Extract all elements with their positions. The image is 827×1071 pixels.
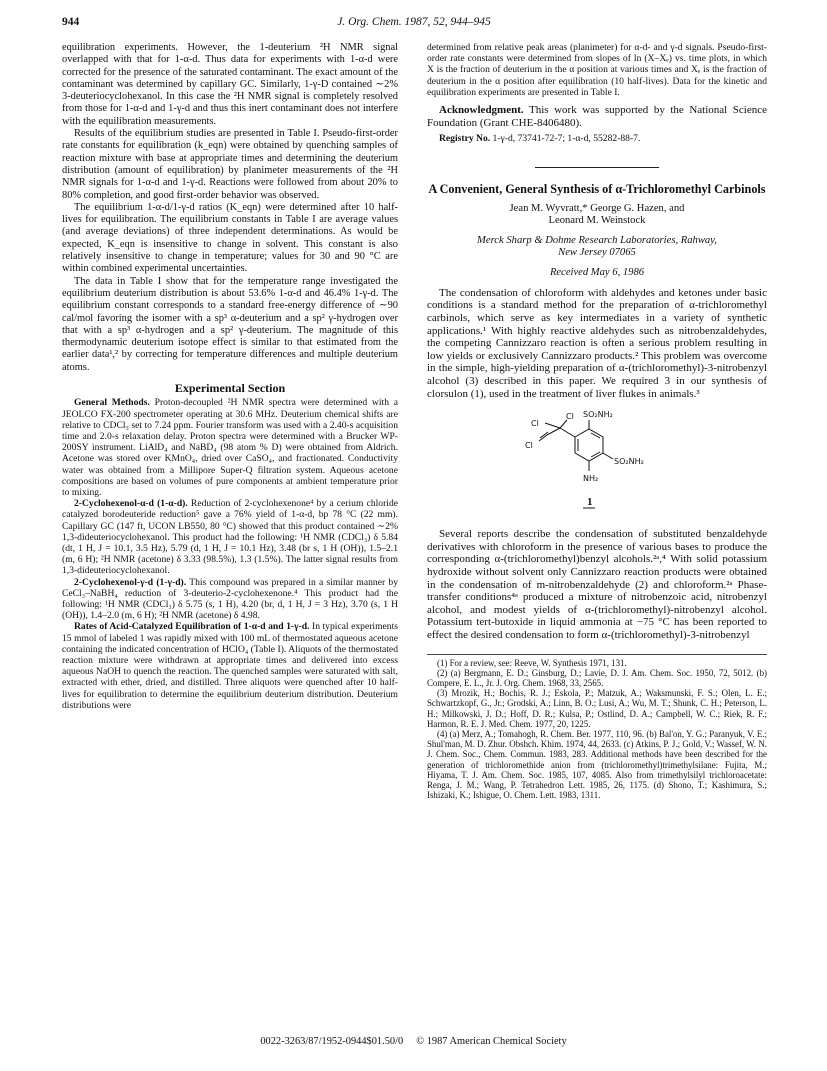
paragraph <box>62 397 398 498</box>
page-header <box>62 16 766 32</box>
paragraph <box>62 498 398 576</box>
paragraph-text: 1-γ-d, 73741-72-7; 1-α-d, 55282-88-7. <box>490 132 641 144</box>
affiliation-line: Merck Sharp & Dohme Research Laboratories, Rahway, <box>477 234 717 246</box>
run-in-heading: Acknowledgment. <box>439 104 524 117</box>
copyright: © 1987 American Chemical Society <box>416 1036 567 1047</box>
affiliation <box>427 235 767 260</box>
paragraph-text: Proton-decoupled ²H NMR spectra were determined with a JEOLCO FX-200 spectrometer operating at 30.6 MHz. Deuterium chemical shifts are relative to CDCl₃ set to 7.24 ppm. Fourier transform was used with a 2.40-s acquisition time and 2.0-s relaxation delay. Proton spectra were determined with a Brucker WP-200SY instrument. LiAlD₄ and NaBD₄ (98 atom % D) were obtained from Aldrich. Acetone was stored over KMnO₄, dried over CaSO₄, and fractionated. Conductivity water was obtained from a Millipore Super-Q filtration system. Aqueous acetone compositions are based on volumes of pure components at ambient temperature prior to mixing. <box>62 397 398 498</box>
paragraph: The data in Table I show that for the temperature range investigated the equilibrium deuterium distribution is about 53.6% 1-α-d and 46.4% 1-γ-d. The equilibrium constant corresponds to a standard free-energy difference of ∼90 cal/mol favoring the isomer with a sp³ α-deuterium and a sp² γ-hydrogen over that with a sp³ α-hydrogen and a sp² γ-deuterium. The magnitude of this thermodynamic deuterium isotope effect is similar to that estimated from the earlier data¹,² by correcting for temperature differences and multiple deuterium atoms. <box>62 275 398 373</box>
section-heading: Experimental Section <box>174 381 286 396</box>
publication-code: 0022-3263/87/1952-0944$01.50/0 <box>260 1036 404 1047</box>
authors-line: Leonard M. Weinstock <box>548 215 646 227</box>
acknowledgment <box>427 104 767 130</box>
sulfonamide-label: SO₂NH₂ <box>614 457 644 467</box>
registry-numbers <box>427 133 767 145</box>
paragraph-text: This compound was prepared in a similar manner by CeCl₃–NaBH₄ reduction of 3-deuterio-2-cyclohexenone.⁴ This product had the following: ¹H NMR (CDCl₃) δ 5.75 (s, 1 H), 4.20 (br, d, 1 H, J = 3 Hz), 3.70 (s, 1 H (OH)), 1.4–2.0 (m, 6 H); ²H NMR (acetone) δ 4.98. <box>62 576 399 622</box>
sulfonamide-label: SO₂NH₂ <box>583 410 613 420</box>
left-column <box>62 42 398 711</box>
paragraph-text: This work was supported by the National Science Foundation (Grant CHE-8406480). <box>427 104 767 129</box>
run-in-heading: General Methods. <box>74 397 150 409</box>
right-column <box>427 42 767 800</box>
chlorine-label: Cl <box>566 412 574 422</box>
benzene-ring <box>575 429 603 461</box>
amine-label: NH₂ <box>583 474 599 484</box>
paragraph <box>62 621 398 711</box>
reference-item: (3) Mrozik, H.; Bochis, R. J.; Eskola, P.; Matzuk, A.; Waksmunski, F. S.; Olen, L. E.; Schwartzkopf, G., Jr.; Grodski, A.; Linn, B. O.; Lusi, A.; Wu, M. T.; Shunk, C. H.; Peterson, L. H.; Milkowski, J. D.; Hoff, D. R.; Kulsa, P.; Ostlind, D. A.; Campbell, W. C.; Riek, R. F.; Harmon, R. E. J. Med. Chem. 1977, 20, 1225. <box>427 688 767 729</box>
paragraph: Results of the equilibrium studies are presented in Table I. Pseudo-first-order rate constants for equilibration (k_eqn) were obtained by quenching samples of reaction mixture with base at appropriate times and determining the deuterium distribution (amount of equilibration) by planimeter measurements of the ²H NMR signals for 1-α-d and 1-γ-d. Reactions were followed from about 20% to 80% completion, and good first-order behavior was observed. <box>62 128 398 201</box>
authors <box>427 203 767 228</box>
paragraph: equilibration experiments. However, the 1-deuterium ²H NMR signal overlapped with that for 1-α-d. Thus data for experiments with 1-α-d were corrected for the presence of the saturated contaminant. The exact amount of the contaminant was determined by capillary GC. Similarly, 1-γ-D contained ∼2% 3-deuteriocyclohexanol. In this case the ²H NMR signal is completely resolved from those for 1-α-d and 1-γ-d and thus this inert contaminant does not interfere with the equilibration measurements. <box>62 42 398 127</box>
page-number: 944 <box>62 16 80 28</box>
authors-line: Jean M. Wyvratt,* George G. Hazen, and <box>509 202 685 214</box>
received-date: Received May 6, 1986 <box>549 266 645 278</box>
chlorine-label: Cl <box>531 419 539 429</box>
run-in-heading: 2-Cyclohexenol-γ-d (1-γ-d). <box>74 576 187 588</box>
paragraph: determined from relative peak areas (planimeter) for α-d- and γ-d signals. Pseudo-first-order rate constants were determined from slopes of ln (X–Xₑ) vs. time plots, in which X is the fraction of deuterium in the α position at various times and Xₑ is the fraction of deuterium in the α position after equilibration (10 half-lives). Data for the kinetic and equilibration experiments are presented in Table I. <box>427 42 767 98</box>
paragraph: The equilibrium 1-α-d/1-γ-d ratios (K_eqn) were determined after 10 half-lives for equilibration. The equilibrium constants in Table I are average values (and average deviations) of three independent determinations. As would be expected, K_eqn is insensitive to change in solvent. This constant is also relatively insensitive to change in temperature; values for 30 and 90 °C are within combined experimental uncertainties. <box>62 201 398 275</box>
run-in-heading: 2-Cyclohexenol-α-d (1-α-d). <box>74 498 188 510</box>
chemical-structure <box>427 404 767 522</box>
affiliation-line: New Jersey 07065 <box>558 247 636 259</box>
run-in-heading: Rates of Acid-Catalyzed Equilibration of 1-α-d and 1-γ-d. <box>74 621 310 633</box>
article-divider <box>535 167 659 168</box>
article-title: A Convenient, General Synthesis of α-Trichloromethyl Carbinols <box>428 181 766 196</box>
paragraph-text: In typical experiments 15 mmol of labeled 1 was rapidly mixed with 100 mL of thermostated aqueous acetone containing the indicated concentration of HClO₄ (Table I). Aliquots of the thermostated reaction mixture were withdrawn at appropriate times and delivered into excess aqueous NaOH to quench the reaction. The quenched samples were saturated with salt, extracted with ether, dried, and distilled. Three aliquots were quenched after 10 half-lives for equilibration to determine the equilibrium deuterium distribution. Deuterium distributions were <box>62 621 398 711</box>
paragraph: The condensation of chloroform with aldehydes and ketones under basic conditions is a standard method for the preparation of α-trichloromethyl carbinols, which serve as key intermediates in a variety of synthetic applications.¹ With highly reactive aldehydes such as nitrobenzaldehydes, the competing Cannizzaro reaction is often a serious problem resulting in low yields or exclusively Cannizzaro products.² This problem was overcome in the simple, high-yielding preparation of α-(trichloromethyl)-3-nitrobenzyl alcohol (3) described in this paper. We required 3 in our synthesis of clorsulon (1), used in the treatment of liver flukes in animals.³ <box>427 286 767 400</box>
compound-number: 1 <box>587 496 593 509</box>
reference-item: (4) (a) Merz, A.; Tomahogh, R. Chem. Ber. 1977, 110, 96. (b) Bal'on, Y. G.; Paranyuk, V. E.; Shul'man, M. D. Zhur. Obshch. Khim. 1974, 44, 2633. (c) Atkins, P. J.; Gold, V.; Wassef, W. N. J. Chem. Soc., Chem. Commun. 1983, 283. Additional methods have been described for the generation of trichloromethide anion from (trichloromethyl)trimethylsilane: Fujita, M.; Hiyama, T. J. Am. Chem. Soc. 1985, 107, 4085. Also from trimethylsilyl trichloroacetate: Renga, J. M.; Wang, P. Tetrahedron Lett. 1985, 26, 1175. (d) Shono, T.; Kashimura, S.; Ishizaki, K.; Ishigue, O. Chem. Lett. 1983, 1311. <box>427 728 767 801</box>
page-footer <box>0 1036 827 1047</box>
clorsulon-structure-drawing <box>427 404 767 522</box>
paragraph <box>62 577 398 622</box>
run-in-heading: Registry No. <box>439 132 491 144</box>
paragraph: Several reports describe the condensation of substituted benzaldehyde derivatives with chloroform in the presence of various bases to produce the corresponding α-(trichloromethyl)benzyl alcohols.²ᵃ,⁴ With solid potassium hydroxide without solvent only Cannizzaro reaction products were obtained in the condensation of m-nitrobenzaldehyde (2) and chloroform.²ᵃ Phase-transfer conditions⁴ᵃ produced a mixture of nitrobenzoic acid, nitrobenzyl alcohol, and modest yields of α-(trichloromethyl)-nitrobenzyl alcohol. Potassium tert-butoxide in liquid ammonia at −75 °C has been reported to effect the desired condensation to form α-(trichloromethyl)-3-nitrobenzyl <box>427 528 767 641</box>
journal-citation: J. Org. Chem. 1987, 52, 944–945 <box>337 16 491 28</box>
paragraph-text: Reduction of 2-cyclohexenone⁴ by a cerium chloride catalyzed borodeuteride reduction⁵ gave a 76% yield of 1-α-d, bp 78 °C (22 mm). Capillary GC (147 ft, UCON LB550, 80 °C) showed that this product contained ∼2% 1,3-dideuteriocyclohexanol. This product had the following: ¹H NMR (CDCl₃) δ 5.84 (dt, 1 H, J = 10.1, 3.5 Hz), 5.79 (d, 1 H, J = 10.1 Hz), 3.48 (br s, 1 H (OH)), 1.5–2.1 (m, 6 H); ²H NMR (acetone) δ 3.33 (98.5%), 1.3 (1.5%). The latter signal results from 1,3-dideuteriocyclohexanol. <box>62 498 398 577</box>
chlorine-label: Cl <box>525 441 533 451</box>
references <box>427 654 767 801</box>
reference-item: (1) For a review, see: Reeve, W. Synthesis 1971, 131. <box>437 657 627 668</box>
reference-item: (2) (a) Bergmann, E. D.; Ginsburg, D.; Lavie, D. J. Am. Chem. Soc. 1950, 72, 5012. (b) Compere, E. L., Jr. J. Org. Chem. 1968, 33, 2565. <box>427 667 767 688</box>
